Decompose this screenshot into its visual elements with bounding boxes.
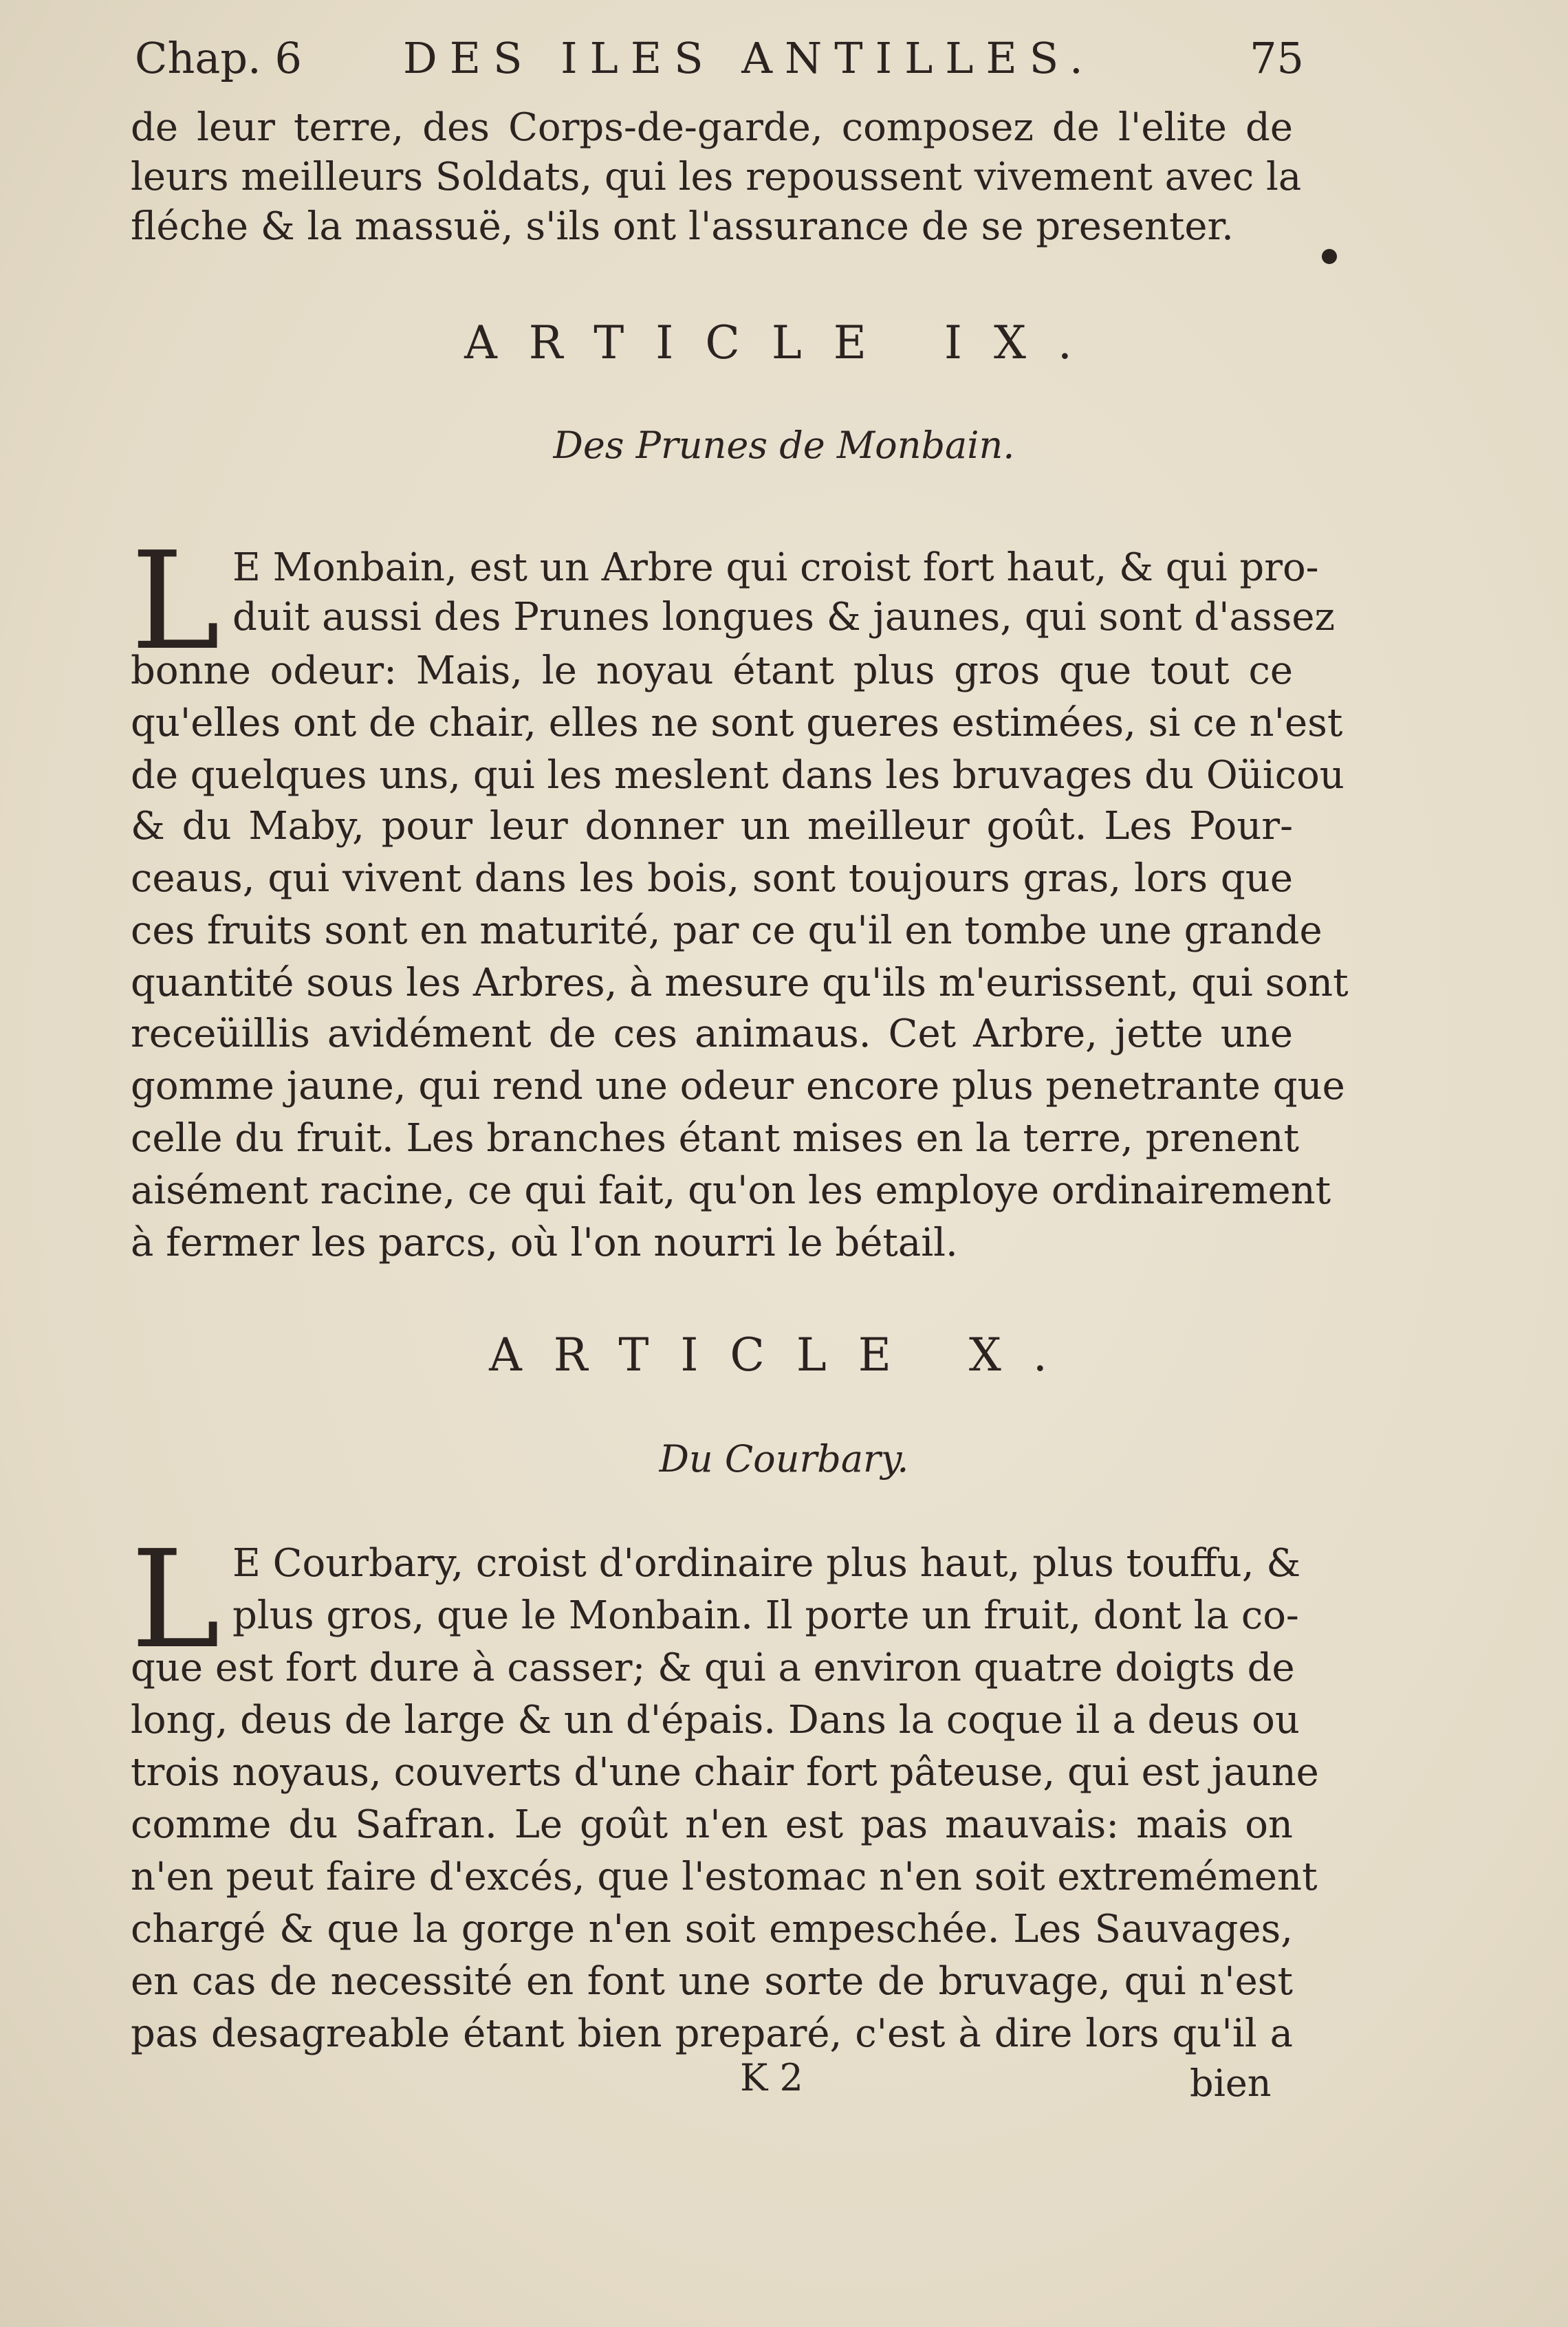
article-ix-drop-cap: L xyxy=(131,523,221,680)
article-ix-line: ces fruits sont en maturité, par ce qu'il en tombe une grande xyxy=(131,908,1322,953)
article-ix-line: bonne odeur: Mais, le noyau étant plus gros que tout ce xyxy=(131,648,1293,693)
running-title: DES ILES ANTILLES. xyxy=(403,33,1096,83)
article-x-line: trois noyaus, couverts d'une chair fort pâteuse, qui est jaune xyxy=(131,1750,1319,1795)
article-ix-line: gomme jaune, qui rend une odeur encore plus penetrante que xyxy=(131,1064,1345,1108)
article-ix-line: duit aussi des Prunes longues & jaunes, qui sont d'assez xyxy=(232,595,1336,640)
page-number: 75 xyxy=(1250,33,1304,83)
article-x-line: plus gros, que le Monbain. Il porte un fruit, dont la co- xyxy=(232,1593,1299,1638)
article-ix-line: quantité sous les Arbres, à mesure qu'ils m'eurissent, qui sont xyxy=(131,961,1349,1005)
article-ix-line: receüillis avidément de ces animaus. Cet Arbre, jette une xyxy=(131,1012,1293,1056)
running-header xyxy=(135,33,1304,102)
intro-line: leurs meilleurs Soldats, qui les repoussent vivement avec la xyxy=(131,155,1302,199)
signature-mark: K 2 xyxy=(740,2056,803,2099)
article-x-line: pas desagreable étant bien preparé, c'est à dire lors qu'il a xyxy=(131,2011,1293,2056)
article-ix-line: celle du fruit. Les branches étant mises en la terre, prenent xyxy=(131,1116,1300,1161)
article-x-heading: ARTICLE X. xyxy=(489,1329,1079,1381)
article-x-subtitle: Du Courbary. xyxy=(659,1437,909,1481)
chapter-label: Chap. 6 xyxy=(135,33,302,83)
article-ix-line: ceaus, qui vivent dans les bois, sont toujours gras, lors que xyxy=(131,856,1293,901)
article-x-drop-cap: L xyxy=(131,1522,221,1679)
ink-spot xyxy=(1322,249,1337,264)
article-ix-line: aisément racine, ce qui fait, qu'on les employe ordinairement xyxy=(131,1168,1331,1213)
article-ix-line: à fermer les parcs, où l'on nourri le bétail. xyxy=(131,1221,958,1265)
article-x-line: E Courbary, croist d'ordinaire plus haut, plus touffu, & xyxy=(232,1541,1301,1586)
article-ix-line: de quelques uns, qui les meslent dans les bruvages du Oüicou xyxy=(131,753,1344,798)
article-ix-line: qu'elles ont de chair, elles ne sont gueres estimées, si ce n'est xyxy=(131,701,1343,745)
article-ix-line: E Monbain, est un Arbre qui croist fort haut, & qui pro- xyxy=(232,545,1319,590)
article-x-line: que est fort dure à casser; & qui a environ quatre doigts de xyxy=(131,1646,1295,1690)
article-ix-line: & du Maby, pour leur donner un meilleur goût. Les Pour- xyxy=(131,804,1293,849)
article-ix-heading: ARTICLE IX. xyxy=(464,316,1104,369)
article-x-line: comme du Safran. Le goût n'en est pas mauvais: mais on xyxy=(131,1802,1293,1847)
intro-line: de leur terre, des Corps-de-garde, composez de l'elite de xyxy=(131,105,1293,150)
catchword: bien xyxy=(1190,2062,1272,2105)
article-x-line: en cas de necessité en font une sorte de bruvage, qui n'est xyxy=(131,1959,1293,2004)
article-x-line: n'en peut faire d'excés, que l'estomac n'en soit extremément xyxy=(131,1855,1318,1899)
article-ix-subtitle: Des Prunes de Monbain. xyxy=(553,424,1015,467)
article-x-line: long, deus de large & un d'épais. Dans la coque il a deus ou xyxy=(131,1698,1300,1742)
article-x-line: chargé & que la gorge n'en soit empeschée. Les Sauvages, xyxy=(131,1907,1293,1952)
intro-line: fléche & la massuë, s'ils ont l'assurance de se presenter. xyxy=(131,204,1234,249)
